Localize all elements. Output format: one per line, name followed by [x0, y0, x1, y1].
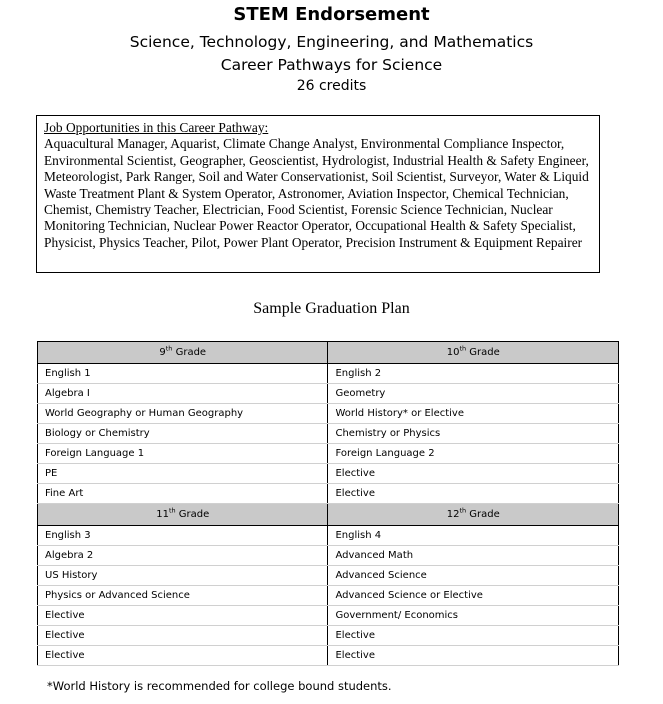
course-cell: Algebra I: [38, 384, 328, 404]
course-cell: PE: [38, 464, 328, 484]
course-row: [38, 484, 619, 504]
job-opportunities-list: Aquacultural Manager, Aquarist, Climate Change Analyst, Environmental Compliance Inspector, Environmental Scientist, Geographer, Geoscientist, Hydrologist, Industrial Health & Safety Engineer, Meteorologist, Park Ranger, Soil and Water Conservationist, Soil Scientist, Surveyor, Water & Liquid Waste Treatment Plant & System Operator, Astronomer, Aviation Inspector, Chemical Technician, Chemist, Chemistry Teacher, Electrician, Food Scientist, Forensic Science Technician, Nuclear Monitoring Technician, Nuclear Power Reactor Operator, Occupational Health & Safety Specialist, Physicist, Physics Teacher, Pilot, Power Plant Operator, Precision Instrument & Equipment Repairer: [44, 136, 589, 250]
page-title: STEM Endorsement: [233, 4, 430, 25]
course-cell: Elective: [38, 646, 328, 666]
graduation-plan-table: [37, 341, 619, 666]
grade-11-header: 11th Grade: [38, 504, 328, 526]
job-opportunities-box: [36, 115, 600, 273]
subtitle-pathway: Career Pathways for Science: [220, 56, 443, 74]
course-cell: World History* or Elective: [328, 404, 619, 424]
course-cell: English 4: [328, 526, 619, 546]
course-row: [38, 606, 619, 626]
footnote: *World History is recommended for college bound students.: [47, 679, 392, 693]
course-row: [38, 424, 619, 444]
course-row: [38, 626, 619, 646]
course-row: [38, 646, 619, 666]
subtitle-stem: Science, Technology, Engineering, and Mathematics: [129, 33, 534, 51]
course-row: [38, 384, 619, 404]
course-cell: Elective: [328, 484, 619, 504]
plan-title: Sample Graduation Plan: [253, 300, 410, 317]
course-row: [38, 444, 619, 464]
course-cell: Chemistry or Physics: [328, 424, 619, 444]
course-cell: World Geography or Human Geography: [38, 404, 328, 424]
course-cell: Elective: [328, 626, 619, 646]
grade-header-row: [38, 342, 619, 364]
course-cell: Geometry: [328, 384, 619, 404]
course-row: [38, 586, 619, 606]
course-cell: Foreign Language 2: [328, 444, 619, 464]
course-row: [38, 526, 619, 546]
course-row: [38, 464, 619, 484]
course-cell: Elective: [38, 626, 328, 646]
grade-12-header: 12th Grade: [328, 504, 619, 526]
course-cell: Advanced Science or Elective: [328, 586, 619, 606]
course-cell: Elective: [328, 646, 619, 666]
course-row: [38, 404, 619, 424]
course-row: [38, 364, 619, 384]
course-cell: Algebra 2: [38, 546, 328, 566]
grade-9-header: 9th Grade: [38, 342, 328, 364]
course-cell: Foreign Language 1: [38, 444, 328, 464]
course-row: [38, 566, 619, 586]
course-cell: Elective: [38, 606, 328, 626]
course-cell: English 3: [38, 526, 328, 546]
course-cell: Government/ Economics: [328, 606, 619, 626]
course-cell: English 2: [328, 364, 619, 384]
course-cell: Advanced Math: [328, 546, 619, 566]
grade-header-row: [38, 504, 619, 526]
course-cell: Elective: [328, 464, 619, 484]
credits-label: 26 credits: [296, 78, 367, 94]
job-opportunities-heading: Job Opportunities in this Career Pathway:: [44, 120, 269, 135]
course-cell: Biology or Chemistry: [38, 424, 328, 444]
course-row: [38, 546, 619, 566]
course-cell: US History: [38, 566, 328, 586]
course-cell: Physics or Advanced Science: [38, 586, 328, 606]
course-cell: English 1: [38, 364, 328, 384]
course-cell: Advanced Science: [328, 566, 619, 586]
course-cell: Fine Art: [38, 484, 328, 504]
grade-10-header: 10th Grade: [328, 342, 619, 364]
